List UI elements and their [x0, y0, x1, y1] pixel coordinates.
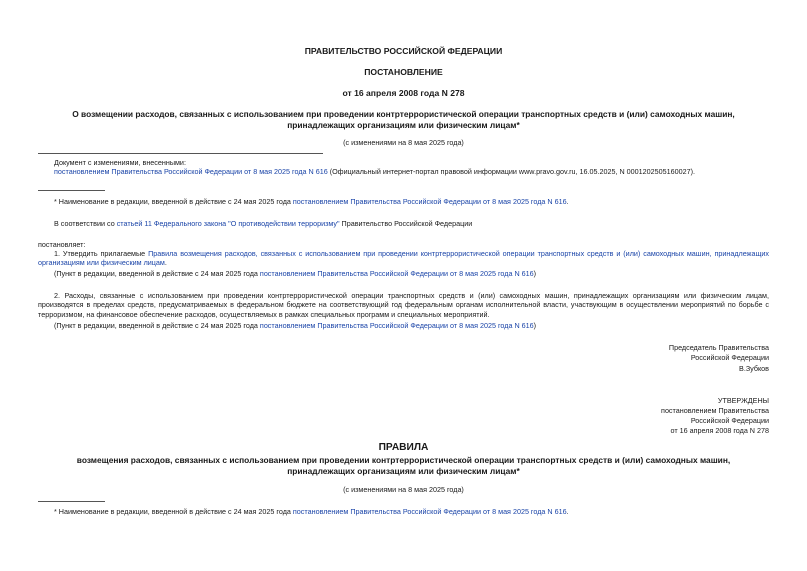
- preamble: В соответствии со статьей 11 Федерального закона "О противодействии терроризму" Правительство Российской Федерации: [54, 219, 473, 228]
- document-type: ПОСТАНОВЛЕНИЕ: [364, 67, 443, 77]
- rules-changes-note: (с изменениями на 8 мая 2025 года): [343, 485, 464, 494]
- rules-title-line2: принадлежащих организациям или физическим лицам*: [287, 466, 520, 476]
- approved-by: постановлением Правительства: [661, 406, 769, 415]
- footnote-separator: [38, 190, 105, 191]
- item-1-edit-note: (Пункт в редакции, введенной в действие с 24 мая 2025 года постановлением Правительства Российской Федерации от 8 мая 2025 года N 616): [54, 269, 537, 278]
- separator-line: [38, 153, 323, 154]
- footnote-title-change: * Наименование в редакции, введенной в действие с 24 мая 2025 года постановлением Правительства Российской Федерации от 8 мая 2025 года N 616.: [54, 197, 569, 206]
- decree-word: постановляет:: [38, 240, 86, 249]
- federal-law-link[interactable]: статьей 11 Федерального закона "О противодействии терроризму": [116, 219, 340, 228]
- footnote-separator-2: [38, 501, 105, 502]
- amending-decree-link[interactable]: постановлением Правительства Российской Федерации от 8 мая 2025 года N 616: [54, 167, 328, 176]
- item-2-decree-link[interactable]: постановлением Правительства Российской Федерации от 8 мая 2025 года N 616: [259, 321, 534, 330]
- signature-position-1: Председатель Правительства: [668, 343, 769, 352]
- approved-by-country: Российской Федерации: [690, 416, 769, 425]
- item-2: 2. Расходы, связанные с использованием при проведении контртеррористической операции транспортных средств и (или) самоходных машин, принадлежащих организациям или физическим лицам, производятся в пределах средств, предусматриваемых в федеральном бюджете на соответствующий год федеральным органам исполнительной власти, участвующим в осуществлении мероприятий по борьбе с терроризмом, на финансовое обеспечение расходов, осуществляемых в рамках специальных программ и специальных мероприятий.: [38, 291, 769, 319]
- document-date-number: от 16 апреля 2008 года N 278: [342, 88, 465, 98]
- footnote-rules-title-change: * Наименование в редакции, введенной в действие с 24 мая 2025 года постановлением Правительства Российской Федерации от 8 мая 2025 года N 616.: [54, 507, 569, 516]
- item-1-decree-link[interactable]: постановлением Правительства Российской Федерации от 8 мая 2025 года N 616: [259, 269, 534, 278]
- approved-date: от 16 апреля 2008 года N 278: [670, 426, 769, 435]
- amendments-source: [54, 167, 695, 176]
- document-title-line1: О возмещении расходов, связанных с использованием при проведении контртеррористической операции транспортных средств и (или) самоходных машин,: [72, 109, 735, 119]
- item-1: 1. Утвердить прилагаемые Правила возмещения расходов, связанных с использованием при проведении контртеррористической операции транспортных средств и (или) самоходных машин, принадлежащих организациям или физическим лицам.: [38, 249, 769, 268]
- approved-label: УТВЕРЖДЕНЫ: [717, 396, 769, 405]
- changes-note: (с изменениями на 8 мая 2025 года): [343, 138, 464, 147]
- footnote-2-decree-link[interactable]: постановлением Правительства Российской Федерации от 8 мая 2025 года N 616: [292, 507, 567, 516]
- document-title-line2: принадлежащих организациям или физическим лицам*: [287, 120, 520, 130]
- government-heading: ПРАВИТЕЛЬСТВО РОССИЙСКОЙ ФЕДЕРАЦИИ: [304, 46, 503, 56]
- amendments-intro: Документ с изменениями, внесенными:: [54, 158, 186, 167]
- item-2-edit-note: (Пункт в редакции, введенной в действие с 24 мая 2025 года постановлением Правительства Российской Федерации от 8 мая 2025 года N 616): [54, 321, 537, 330]
- rules-heading: ПРАВИЛА: [378, 442, 429, 453]
- rules-title-line1: возмещения расходов, связанных с использованием при проведении контртеррористической операции транспортных средств и (или) самоходных машин,: [76, 455, 731, 465]
- signature-position-2: Российской Федерации: [690, 353, 769, 362]
- publication-info: (Официальный интернет-портал правовой информации www.pravo.gov.ru, 16.05.2025, N 0001202505160027).: [327, 167, 695, 176]
- signatory-name: В.Зубков: [739, 364, 769, 373]
- rules-link[interactable]: Правила возмещения расходов, связанных с использованием при проведении контртеррористической операции транспортных средств и (или) самоходных машин, принадлежащих организациям или физическим лицам: [38, 249, 769, 268]
- footnote-decree-link[interactable]: постановлением Правительства Российской Федерации от 8 мая 2025 года N 616: [292, 197, 567, 206]
